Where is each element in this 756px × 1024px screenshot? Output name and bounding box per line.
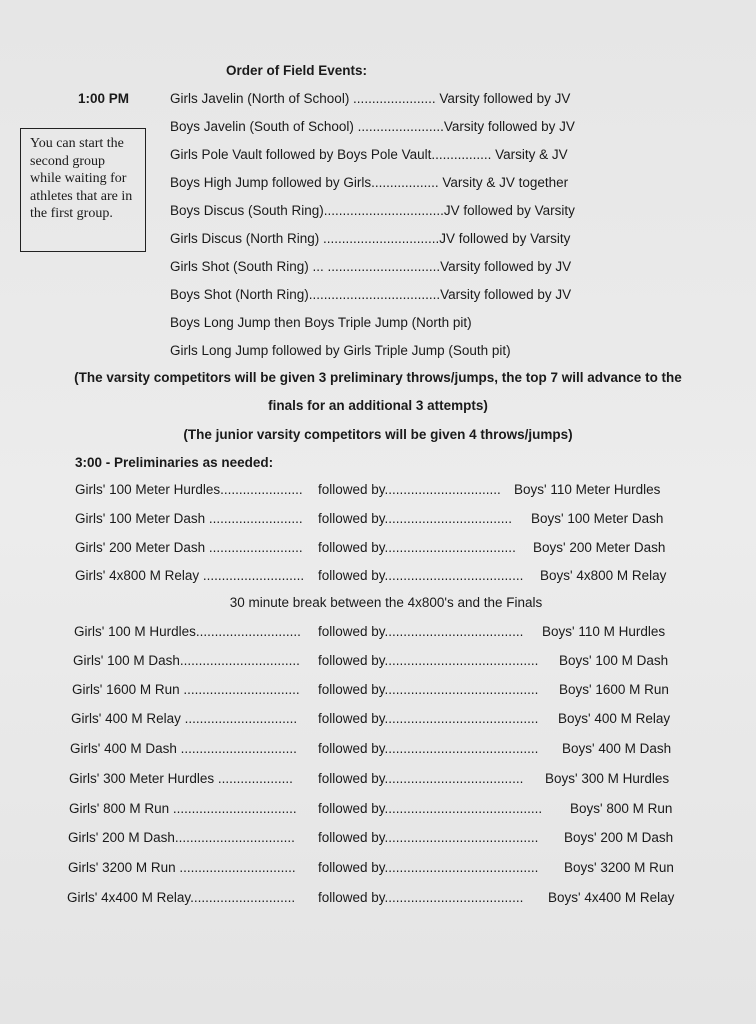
jv-note: (The junior varsity competitors will be given 4 throws/jumps) <box>183 427 573 442</box>
followed-by: followed by.......................................... <box>318 801 543 816</box>
boys-event: Boys' 110 Meter Hurdles <box>514 482 661 497</box>
girls-event: Girls' 400 M Dash ............................... <box>70 741 297 756</box>
followed-by: followed by..................................... <box>318 771 524 786</box>
table-row <box>0 770 756 788</box>
girls-event: Girls' 1600 M Run ............................... <box>72 682 300 697</box>
list-item: Girls Javelin (North of School) ...................... Varsity followed by JV <box>170 91 571 106</box>
table-row <box>0 859 756 877</box>
boys-event: Boys' 200 Meter Dash <box>533 540 666 555</box>
followed-by: followed by............................... <box>318 482 501 497</box>
boys-event: Boys' 3200 M Run <box>564 860 674 875</box>
table-row <box>0 889 756 907</box>
break-note: 30 minute break between the 4x800's and the Finals <box>229 595 543 610</box>
followed-by: followed by......................................... <box>318 741 539 756</box>
girls-event: Girls' 100 M Hurdles............................ <box>74 624 301 639</box>
boys-event: Boys' 1600 M Run <box>559 682 669 697</box>
table-row <box>0 481 756 499</box>
list-item: Girls Shot (South Ring) ... ..............................Varsity followed by JV <box>170 259 572 274</box>
varsity-note-line-2: finals for an additional 3 attempts) <box>268 398 488 413</box>
girls-event: Girls' 100 Meter Dash ......................... <box>75 511 303 526</box>
list-item: Boys Shot (North Ring)...................................Varsity followed by JV <box>170 287 572 302</box>
girls-event: Girls' 100 M Dash................................ <box>73 653 300 668</box>
girls-event: Girls' 400 M Relay .............................. <box>71 711 298 726</box>
girls-event: Girls' 3200 M Run ............................... <box>68 860 296 875</box>
table-row <box>0 510 756 528</box>
list-item: Boys High Jump followed by Girls.................. Varsity & JV together <box>170 175 569 190</box>
table-row <box>0 539 756 557</box>
table-row <box>0 652 756 670</box>
boys-event: Boys' 800 M Run <box>570 801 673 816</box>
girls-event: Girls' 300 Meter Hurdles .................... <box>69 771 293 786</box>
boys-event: Boys' 100 M Dash <box>559 653 669 668</box>
girls-event: Girls' 200 M Dash................................ <box>68 830 295 845</box>
varsity-note-line-1: (The varsity competitors will be given 3 preliminary throws/jumps, the top 7 will advance to the <box>74 370 682 385</box>
table-row <box>0 829 756 847</box>
list-item: Boys Discus (South Ring)................................JV followed by Varsity <box>170 203 575 218</box>
boys-event: Boys' 400 M Dash <box>562 741 672 756</box>
followed-by: followed by..................................... <box>318 624 524 639</box>
boys-event: Boys' 200 M Dash <box>564 830 674 845</box>
table-row <box>0 623 756 641</box>
table-row <box>0 740 756 758</box>
start-time: 1:00 PM <box>78 91 130 106</box>
list-item: Girls Discus (North Ring) ...............................JV followed by Varsity <box>170 231 571 246</box>
girls-event: Girls' 100 Meter Hurdles...................... <box>75 482 303 497</box>
boys-event: Boys' 4x400 M Relay <box>548 890 675 905</box>
followed-by: followed by......................................... <box>318 653 539 668</box>
followed-by: followed by......................................... <box>318 830 539 845</box>
note-box: You can start the second group while waiting for athletes that are in the first group. <box>20 128 146 252</box>
list-item: Boys Long Jump then Boys Triple Jump (North pit) <box>170 315 472 330</box>
followed-by: followed by......................................... <box>318 711 539 726</box>
table-row <box>0 567 756 585</box>
followed-by: followed by......................................... <box>318 860 539 875</box>
boys-event: Boys' 400 M Relay <box>558 711 671 726</box>
girls-event: Girls' 200 Meter Dash ......................... <box>75 540 303 555</box>
girls-event: Girls' 4x400 M Relay............................ <box>67 890 296 905</box>
boys-event: Boys' 300 M Hurdles <box>545 771 670 786</box>
boys-event: Boys' 4x800 M Relay <box>540 568 667 583</box>
followed-by: followed by..................................... <box>318 890 524 905</box>
followed-by: followed by................................... <box>318 540 516 555</box>
girls-event: Girls' 4x800 M Relay ........................... <box>75 568 305 583</box>
boys-event: Boys' 110 M Hurdles <box>542 624 666 639</box>
followed-by: followed by......................................... <box>318 682 539 697</box>
followed-by: followed by..................................... <box>318 568 524 583</box>
table-row <box>0 681 756 699</box>
prelims-heading: 3:00 - Preliminaries as needed: <box>75 455 274 470</box>
list-item: Girls Pole Vault followed by Boys Pole Vault................ Varsity & JV <box>170 147 568 162</box>
followed-by: followed by.................................. <box>318 511 513 526</box>
page-title: Order of Field Events: <box>226 63 368 78</box>
list-item: Boys Javelin (South of School) .......................Varsity followed by JV <box>170 119 575 134</box>
boys-event: Boys' 100 Meter Dash <box>531 511 664 526</box>
table-row <box>0 710 756 728</box>
table-row <box>0 800 756 818</box>
list-item: Girls Long Jump followed by Girls Triple Jump (South pit) <box>170 343 511 358</box>
girls-event: Girls' 800 M Run ................................. <box>69 801 297 816</box>
